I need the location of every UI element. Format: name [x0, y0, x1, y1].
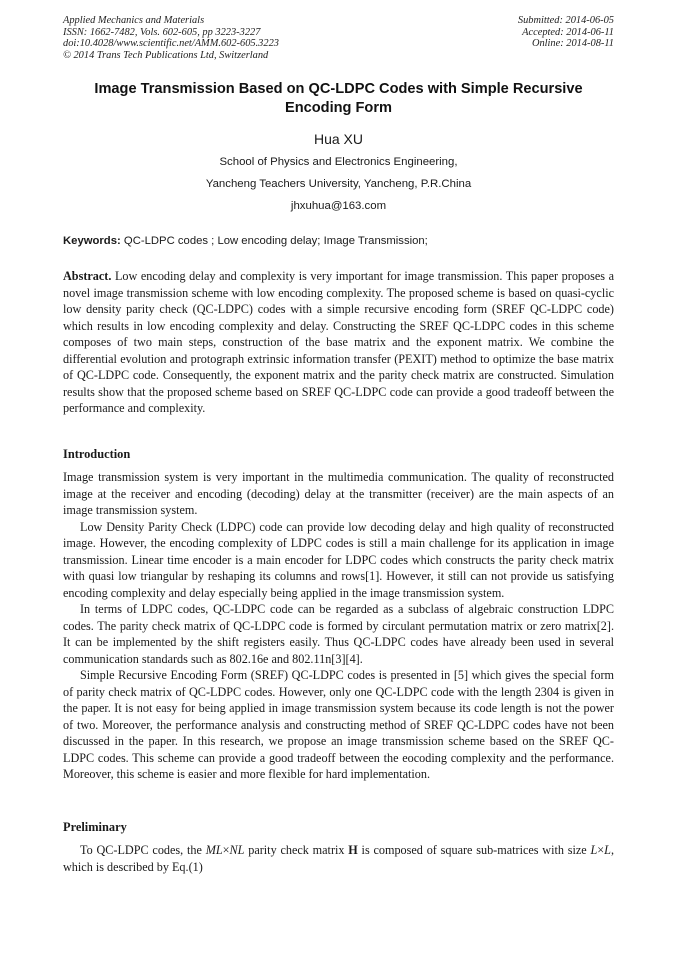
affiliation-line-1: School of Physics and Electronics Engineering,	[219, 156, 458, 168]
math-times: ×	[222, 843, 230, 857]
paper-title: Image Transmission Based on QC-LDPC Codes with Simple Recursive Encoding Form	[94, 81, 583, 116]
intro-paragraph-1: Image transmission system is very important in the multimedia communication. The quality of reconstructed image at the receiver and encoding (decoding) delay at the transmitter (receiver) are the main aspects of an image transmission system.	[63, 470, 614, 517]
abstract	[63, 268, 614, 417]
preliminary-text-b: parity check matrix	[244, 843, 349, 857]
introduction-body	[63, 469, 614, 783]
keywords-label: Keywords:	[63, 235, 121, 247]
abstract-text: Low encoding delay and complexity is very important for image transmission. This paper proposes a novel image transmission scheme with low encoding complexity. The proposed scheme is based on quasi-cyclic low density parity check (QC-LDPC) codes with a simple recursive encoding form (SREF QC-LDPC code) which results in low encoding complexity and delay. Constructing the SREF QC-LDPC codes in this scheme composes of two main steps, construction of the base matrix and the exponent matrix. We combine the differential evolution and protograph extrinsic information transfer (PEXIT) method to optimize the base matrix of QC-LDPC code. Consequently, the exponent matrix and the parity check matrix are constructed. Simulation results show that the proposed scheme based on SREF QC-LDPC code can provide a good tradeoff between the performance and complexity.	[63, 269, 614, 415]
journal-copyright: © 2014 Trans Tech Publications Ltd, Switzerland	[63, 50, 269, 62]
math-l: L	[590, 843, 598, 857]
intro-paragraph-3: In terms of LDPC codes, QC-LDPC code can be regarded as a subclass of algebraic construction LDPC codes. The parity check matrix of QC-LDPC code is formed by circulant permutation matrix or zero matrix[2]. It can be implemented by the shift registers easily. Thus QC-LDPC codes have already been used in several communication standards such as 802.16e and 802.11n[3][4].	[63, 602, 614, 666]
online-date: Online: 2014-08-11	[531, 38, 614, 50]
keywords	[63, 234, 614, 248]
intro-paragraph-2: Low Density Parity Check (LDPC) code can provide low decoding delay and high quality of reconstructed image. However, the encoding complexity of LDPC codes is still a main challenge for its application in image transmission. Linear time encoder is a main encoder for LDPC codes which constructs the parity check matrix with quasi low triangular by reshaping its columns and rows[1]. However, it still can not provide us satisfying encoding complexity and delay especially being applied in the image transmission system.	[63, 519, 614, 600]
journal-name: Applied Mechanics and Materials	[63, 15, 205, 26]
submitted-date: Submitted: 2014-06-05	[517, 15, 614, 26]
preliminary-paragraph	[63, 842, 614, 875]
preliminary-text-d: , which is described by Eq.(1)	[63, 843, 614, 874]
publication-dates	[394, 15, 614, 50]
math-h: H	[348, 843, 358, 857]
journal-issn: ISSN: 1662-7482, Vols. 602-605, pp 3223-3227	[63, 26, 261, 38]
math-ml: ML	[205, 843, 223, 857]
preliminary-body	[63, 842, 614, 875]
affiliation-line-2: Yancheng Teachers University, Yancheng, P.R.China	[205, 178, 472, 190]
journal-info	[63, 15, 363, 62]
keywords-text: QC-LDPC codes ; Low encoding delay; Image Transmission;	[120, 235, 428, 247]
introduction-heading: Introduction	[63, 447, 131, 461]
accepted-date: Accepted: 2014-06-11	[522, 26, 614, 38]
preliminary-heading: Preliminary	[63, 820, 127, 834]
math-times: ×	[597, 843, 605, 857]
math-nl: NL	[229, 843, 245, 857]
preliminary-text-a: To QC-LDPC codes, the	[80, 843, 206, 857]
preliminary-text-c: is composed of square sub-matrices with size	[357, 843, 591, 857]
abstract-label: Abstract.	[63, 269, 112, 283]
intro-paragraph-4: Simple Recursive Encoding Form (SREF) QC-LDPC codes is presented in [5] which gives the special form of parity check matrix of QC-LDPC codes. However, only one QC-LDPC code with the length 2304 is given in the paper. It is not easy for being applied in image transmission system because its code length is not the power of two. Moreover, the performance analysis and constructing method of SREF QC-LDPC codes have not been discussed in the paper. In this research, we propose an image transmission scheme based on the SREF QC-LDPC codes. This scheme can provide a good tradeoff between the eocoding complexity and the performance. Moreover, this scheme is easier and more flexible for hard implementation.	[63, 668, 614, 781]
math-l: L	[604, 843, 611, 857]
journal-doi: doi:10.4028/www.scientific.net/AMM.602-605.3223	[63, 38, 279, 50]
author-name: Hua XU	[313, 131, 364, 147]
author-email: jhxuhua@163.com	[290, 200, 387, 212]
